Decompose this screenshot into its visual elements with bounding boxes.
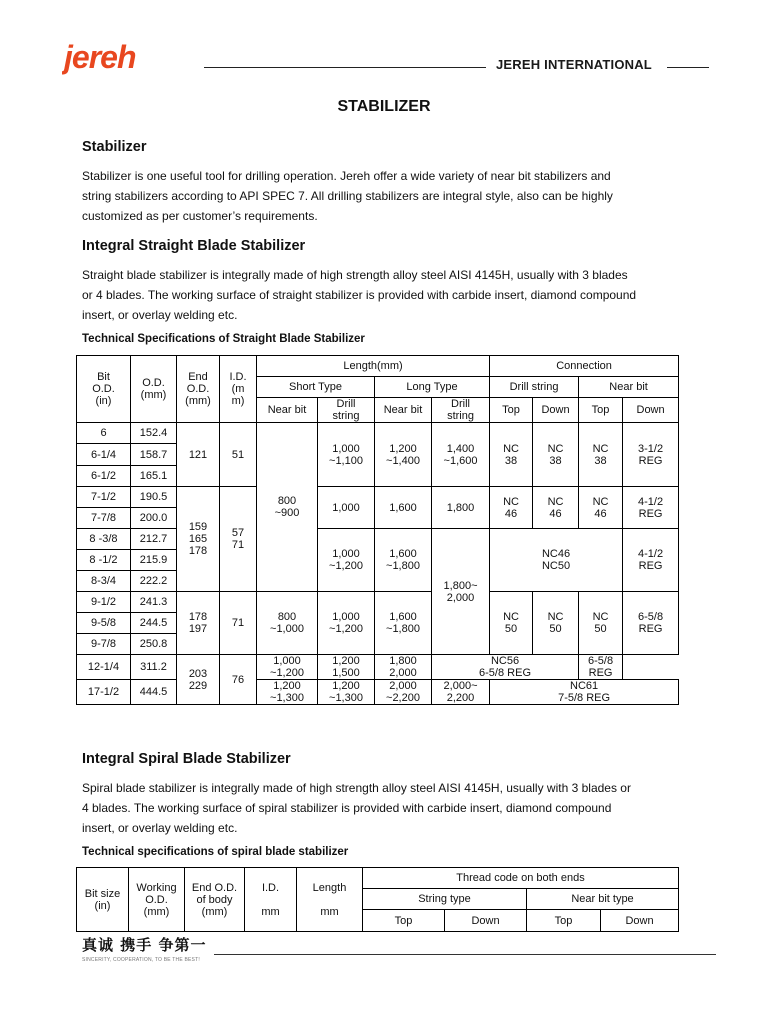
page-title: STABILIZER <box>337 98 431 115</box>
table-row <box>77 592 679 613</box>
table-cell: NC56 6-5/8 REG <box>432 655 579 680</box>
footer-rule <box>214 954 716 955</box>
table-cell: 215.9 <box>131 550 177 571</box>
table-cell: 1,800~ 2,000 <box>432 529 490 655</box>
table-cell: 1,200 ~1,300 <box>318 680 375 705</box>
table-cell: 1,800 2,000 <box>375 655 432 680</box>
table-cell: 444.5 <box>131 680 177 705</box>
straight-blade-paragraph <box>82 265 678 325</box>
table-cell: Top <box>527 910 601 932</box>
paragraph-line: insert, or overlay welding etc. <box>82 308 238 322</box>
table-cell: 4-1/2 REG <box>623 487 679 529</box>
table-cell: End O.D. (mm) <box>177 356 220 423</box>
table-cell: Top <box>579 398 623 423</box>
table-row <box>77 680 679 705</box>
table-cell: 8 -1/2 <box>77 550 131 571</box>
table-cell: 2,000~ 2,200 <box>432 680 490 705</box>
jereh-logo <box>62 40 190 76</box>
table-cell: 200.0 <box>131 508 177 529</box>
table-cell: 6-1/2 <box>77 466 131 487</box>
table-cell: 9-7/8 <box>77 634 131 655</box>
table-cell: 121 <box>177 423 220 487</box>
table-cell: 190.5 <box>131 487 177 508</box>
table-row <box>77 529 679 550</box>
table-cell: 1,000 ~1,200 <box>318 592 375 655</box>
table-cell: 800 ~900 <box>257 423 318 592</box>
table-cell: 4-1/2 REG <box>623 529 679 592</box>
table-cell: 1,800 <box>432 487 490 529</box>
svg-text:jereh: jereh <box>64 40 136 75</box>
table-cell: Down <box>445 910 527 932</box>
table-cell: NC 50 <box>579 592 623 655</box>
table-cell: NC 46 <box>490 487 533 529</box>
table-cell: 244.5 <box>131 613 177 634</box>
table-cell: Top <box>490 398 533 423</box>
table-cell: 1,600 ~1,800 <box>375 592 432 655</box>
table-cell: Down <box>623 398 679 423</box>
table-cell: 1,600 <box>375 487 432 529</box>
table-cell: NC 50 <box>490 592 533 655</box>
header-rule-right <box>667 67 709 68</box>
table-cell: Near bit <box>375 398 432 423</box>
table-cell: 159 165 178 <box>177 487 220 592</box>
table-cell: 165.1 <box>131 466 177 487</box>
straight-blade-spec-table <box>76 355 679 705</box>
table-row <box>77 868 679 889</box>
table-cell: Connection <box>490 356 679 377</box>
paragraph-line: customized as per customer’s requirements. <box>82 209 318 223</box>
table-cell: 7-1/2 <box>77 487 131 508</box>
table-cell: 1,000 <box>318 487 375 529</box>
table-cell: Short Type <box>257 377 375 398</box>
table-cell: 212.7 <box>131 529 177 550</box>
paragraph-line: Stabilizer is one useful tool for drilling operation. Jereh offer a wide variety of near bit stabilizers and <box>82 169 611 183</box>
company-name: JEREH INTERNATIONAL <box>496 57 652 72</box>
table-cell: 1,200 1,500 <box>318 655 375 680</box>
table-cell: Working O.D. (mm) <box>129 868 185 932</box>
table-cell: 158.7 <box>131 444 177 466</box>
table-cell: Near bit type <box>527 889 679 910</box>
table-cell: NC 38 <box>533 423 579 487</box>
table-cell: 1,000 ~1,200 <box>257 655 318 680</box>
table-cell: 6-5/8 REG <box>579 655 623 680</box>
paragraph-line: insert, or overlay welding etc. <box>82 821 238 835</box>
table-cell: I.D. mm <box>245 868 297 932</box>
table-cell: Long Type <box>375 377 490 398</box>
table-cell: String type <box>363 889 527 910</box>
table-cell: 3-1/2 REG <box>623 423 679 487</box>
table-cell: 203 229 <box>177 655 220 705</box>
paragraph-line: or 4 blades. The working surface of straight stabilizer is provided with carbide insert, diamond compound <box>82 288 637 302</box>
table-cell: 17-1/2 <box>77 680 131 705</box>
table-cell: 1,200 ~1,300 <box>257 680 318 705</box>
table-cell: Length(mm) <box>257 356 490 377</box>
table-cell: Length mm <box>297 868 363 932</box>
table-cell: NC 46 <box>533 487 579 529</box>
table-cell: 1,000 ~1,100 <box>318 423 375 487</box>
table-cell: 8 -3/8 <box>77 529 131 550</box>
table-cell: 6 <box>77 423 131 444</box>
table-cell: 311.2 <box>131 655 177 680</box>
table-cell: Near bit <box>257 398 318 423</box>
table-row <box>77 487 679 508</box>
table-cell: NC46 NC50 <box>490 529 623 592</box>
table-cell: 6-5/8 REG <box>623 592 679 655</box>
table-cell: Bit size (in) <box>77 868 129 932</box>
table-cell: Drill string <box>318 398 375 423</box>
header-rule-left <box>204 67 486 68</box>
table-cell: 250.8 <box>131 634 177 655</box>
section-heading-stabilizer: Stabilizer <box>82 139 147 155</box>
table-cell: 51 <box>220 423 257 487</box>
paragraph-line: Straight blade stabilizer is integrally made of high strength alloy steel AISI 4145H, usually with 3 blades <box>82 268 628 282</box>
table-row <box>77 423 679 444</box>
table-cell: Down <box>601 910 679 932</box>
table-cell: Down <box>533 398 579 423</box>
table-cell: Drill string <box>432 398 490 423</box>
spiral-table-caption: Technical specifications of spiral blade stabilizer <box>82 846 349 858</box>
spiral-blade-paragraph <box>82 778 678 838</box>
table-cell: NC 38 <box>579 423 623 487</box>
table-cell: Near bit <box>579 377 679 398</box>
paragraph-line: string stabilizers according to API SPEC 7. All drilling stabilizers are integral style, also can be highly <box>82 189 613 203</box>
table-cell: 241.3 <box>131 592 177 613</box>
table-cell: Bit O.D. (in) <box>77 356 131 423</box>
table-cell: 800 ~1,000 <box>257 592 318 655</box>
table-cell: 1,200 ~1,400 <box>375 423 432 487</box>
table-row <box>77 356 679 377</box>
table-cell: Drill string <box>490 377 579 398</box>
table-cell: 222.2 <box>131 571 177 592</box>
table-cell: 1,000 ~1,200 <box>318 529 375 592</box>
footer-slogan-cn: 真诚 携手 争第一 <box>82 936 207 954</box>
spiral-blade-spec-table <box>76 867 679 932</box>
table-row <box>77 655 679 680</box>
table-cell: NC 50 <box>533 592 579 655</box>
table-cell: 152.4 <box>131 423 177 444</box>
table-cell: 12-1/4 <box>77 655 131 680</box>
section-heading-spiral-blade: Integral Spiral Blade Stabilizer <box>82 751 291 767</box>
table-cell: NC61 7-5/8 REG <box>490 680 679 705</box>
section-heading-straight-blade: Integral Straight Blade Stabilizer <box>82 238 306 254</box>
table-cell: 1,400 ~1,600 <box>432 423 490 487</box>
table-cell: Top <box>363 910 445 932</box>
table-cell: 57 71 <box>220 487 257 592</box>
paragraph-line: Spiral blade stabilizer is integrally made of high strength alloy steel AISI 4145H, usually with 3 blades or <box>82 781 631 795</box>
table-cell: 71 <box>220 592 257 655</box>
stabilizer-paragraph <box>82 166 678 226</box>
table-cell: 76 <box>220 655 257 705</box>
paragraph-line: 4 blades. The working surface of spiral stabilizer is provided with carbide insert, diamond compound <box>82 801 612 815</box>
table-cell: Thread code on both ends <box>363 868 679 889</box>
footer-slogan-en: SINCERITY, COOPERATION, TO BE THE BEST! <box>82 957 200 963</box>
table-cell: 6-1/4 <box>77 444 131 466</box>
table-cell: 1,600 ~1,800 <box>375 529 432 592</box>
table-cell: O.D. (mm) <box>131 356 177 423</box>
table-cell: 8-3/4 <box>77 571 131 592</box>
table-cell: 7-7/8 <box>77 508 131 529</box>
table-cell: 178 197 <box>177 592 220 655</box>
table-cell: End O.D. of body (mm) <box>185 868 245 932</box>
table-cell: NC 38 <box>490 423 533 487</box>
table-cell: 9-1/2 <box>77 592 131 613</box>
straight-table-caption: Technical Specifications of Straight Blade Stabilizer <box>82 333 365 345</box>
table-cell: 2,000 ~2,200 <box>375 680 432 705</box>
table-cell: NC 46 <box>579 487 623 529</box>
table-cell: I.D. (m m) <box>220 356 257 423</box>
table-cell: 9-5/8 <box>77 613 131 634</box>
